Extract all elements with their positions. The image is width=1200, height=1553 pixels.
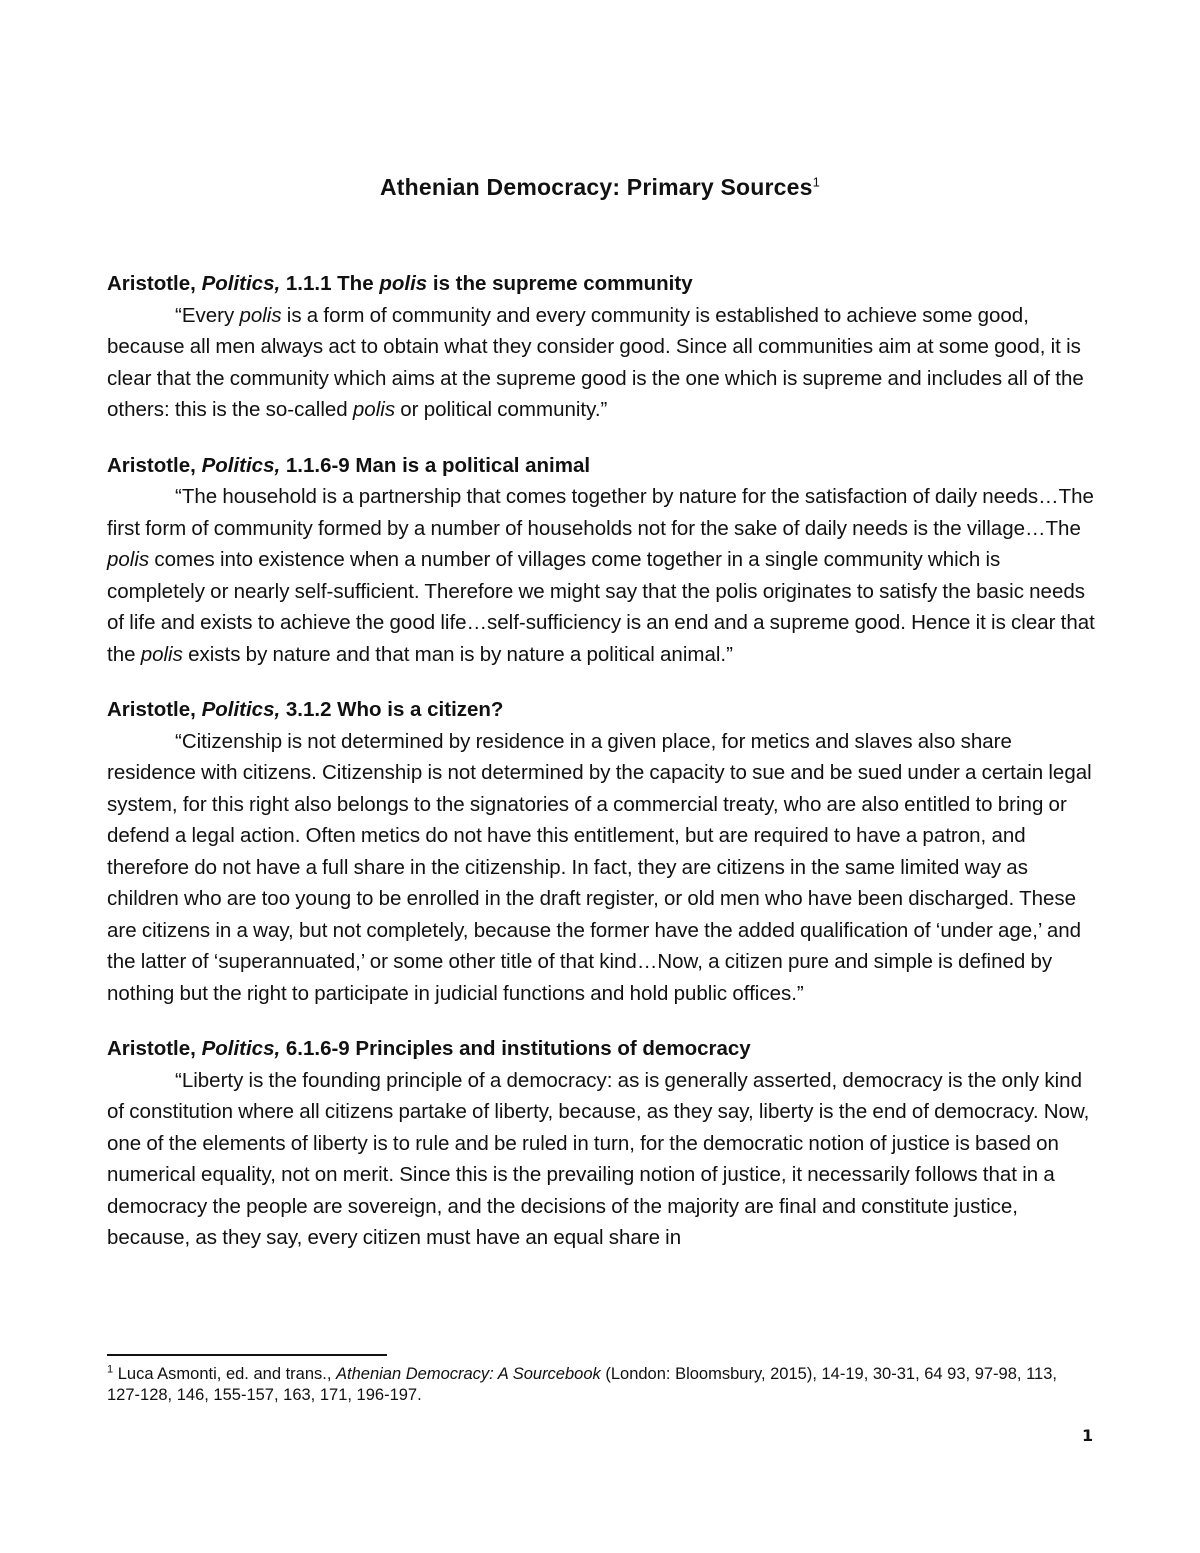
heading-work: Politics, xyxy=(201,453,281,477)
heading-author: Aristotle, xyxy=(107,698,196,721)
title-footnote-mark: 1 xyxy=(812,174,821,190)
heading-work: Politics, xyxy=(201,1037,281,1060)
quote-text: exists by nature and that man is by nature a political animal.” xyxy=(182,642,733,666)
footnote xyxy=(107,1364,1087,1406)
footnote-separator xyxy=(107,1354,387,1356)
footnote-text: Luca Asmonti, ed. and trans., xyxy=(117,1365,337,1383)
heading-italic-term: polis xyxy=(379,272,428,295)
section-who-is-citizen xyxy=(107,694,1099,1009)
title-text: Athenian Democracy: Primary Sources xyxy=(379,174,813,200)
section-heading xyxy=(107,268,1099,300)
heading-topic: 6.1.6-9 Principles and institutions of democracy xyxy=(285,1037,751,1060)
section-quote: “Liberty is the founding principle of a democracy: as is generally asserted, democracy is the only kind of constitution where all citizens partake of liberty, because, as they say, liberty is the end of democracy. Now, one of the elements of liberty is to rule and be ruled in turn, for the democratic notion of justice is based on numerical equality, not on merit. Since this is the prevailing notion of justice, it necessarily follows that in a democracy the people are sovereign, and the decisions of the majority are final and constitute justice, because, as they say, every citizen must have an equal share in xyxy=(107,1068,1090,1249)
heading-work: Politics, xyxy=(201,698,281,721)
section-heading xyxy=(107,1033,1099,1065)
section-quote xyxy=(107,481,1099,670)
quote-italic: polis xyxy=(107,548,150,571)
heading-topic: is the supreme community xyxy=(432,272,693,295)
section-heading xyxy=(107,694,1099,726)
heading-author: Aristotle, xyxy=(107,453,196,477)
section-quote xyxy=(107,300,1099,426)
heading-topic: 3.1.2 Who is a citizen? xyxy=(285,698,504,721)
heading-work: Politics, xyxy=(201,272,281,295)
quote-italic: polis xyxy=(352,398,396,421)
page-title xyxy=(0,174,1200,201)
quote-text: is a form of community and every community is established to achieve some good, because all men always act to obtain what they consider good. Since all communities aim at some good, it is clear that the community which aims at the supreme good is the one which is supreme and includes all of the others: this is the so-called xyxy=(107,303,1084,421)
document-body xyxy=(107,268,1099,1278)
footnote-mark: 1 xyxy=(107,1363,114,1376)
heading-author: Aristotle, xyxy=(107,1037,196,1060)
section-political-animal xyxy=(107,450,1099,671)
quote-text: or political community.” xyxy=(395,398,608,421)
quote-italic: polis xyxy=(140,642,183,666)
section-principles-democracy xyxy=(107,1033,1099,1254)
section-quote: “Citizenship is not determined by residence in a given place, for metics and slaves also share residence with citizens. Citizenship is not determined by the capacity to sue and be sued under a certain legal system, for this right also belongs to the signatories of a commercial treaty, who are also entitled to bring or defend a legal action. Often metics do not have this entitlement, but are required to have a patron, and therefore do not have a full share in the citizenship. In fact, they are citizens in the same limited way as children who are too young to be enrolled in the draft register, or old men who have been discharged. These are citizens in a way, but not completely, because the former have the added qualification of ‘under age,’ and the latter of ‘superannuated,’ or some other title of that kind…Now, a citizen pure and simple is defined by nothing but the right to participate in judicial functions and hold public offices.” xyxy=(107,729,1092,1005)
heading-ref: 1.1.1 The xyxy=(285,272,374,295)
quote-text: “Every xyxy=(175,303,240,327)
heading-topic: 1.1.6-9 Man is a political animal xyxy=(285,453,591,477)
page-number: 1 xyxy=(1082,1426,1094,1445)
footnote-book-title: Athenian Democracy: A Sourcebook xyxy=(336,1365,601,1383)
quote-text: comes into existence when a number of villages come together in a single community which is completely or nearly self-sufficient. Therefore we might say that the polis originates to satisfy the basic needs of life and exists to achieve the good life…self-sufficiency is an end and a supreme good. Hence it is clear that the xyxy=(107,548,1095,666)
quote-text: “The household is a partnership that comes together by nature for the satisfaction of daily needs…The first form of community formed by a number of households not for the sake of daily needs is the village…The xyxy=(107,485,1094,540)
section-polis-supreme-community xyxy=(107,268,1099,426)
footnote-text: (London: Bloomsbury, 2015), 14-19, 30-31, 64 93, 97-98, 113, 127-128, 146, 155-157, 163, 171, 196-197. xyxy=(107,1365,1057,1404)
heading-author: Aristotle, xyxy=(107,272,196,295)
quote-italic: polis xyxy=(239,303,282,327)
section-heading xyxy=(107,450,1099,482)
